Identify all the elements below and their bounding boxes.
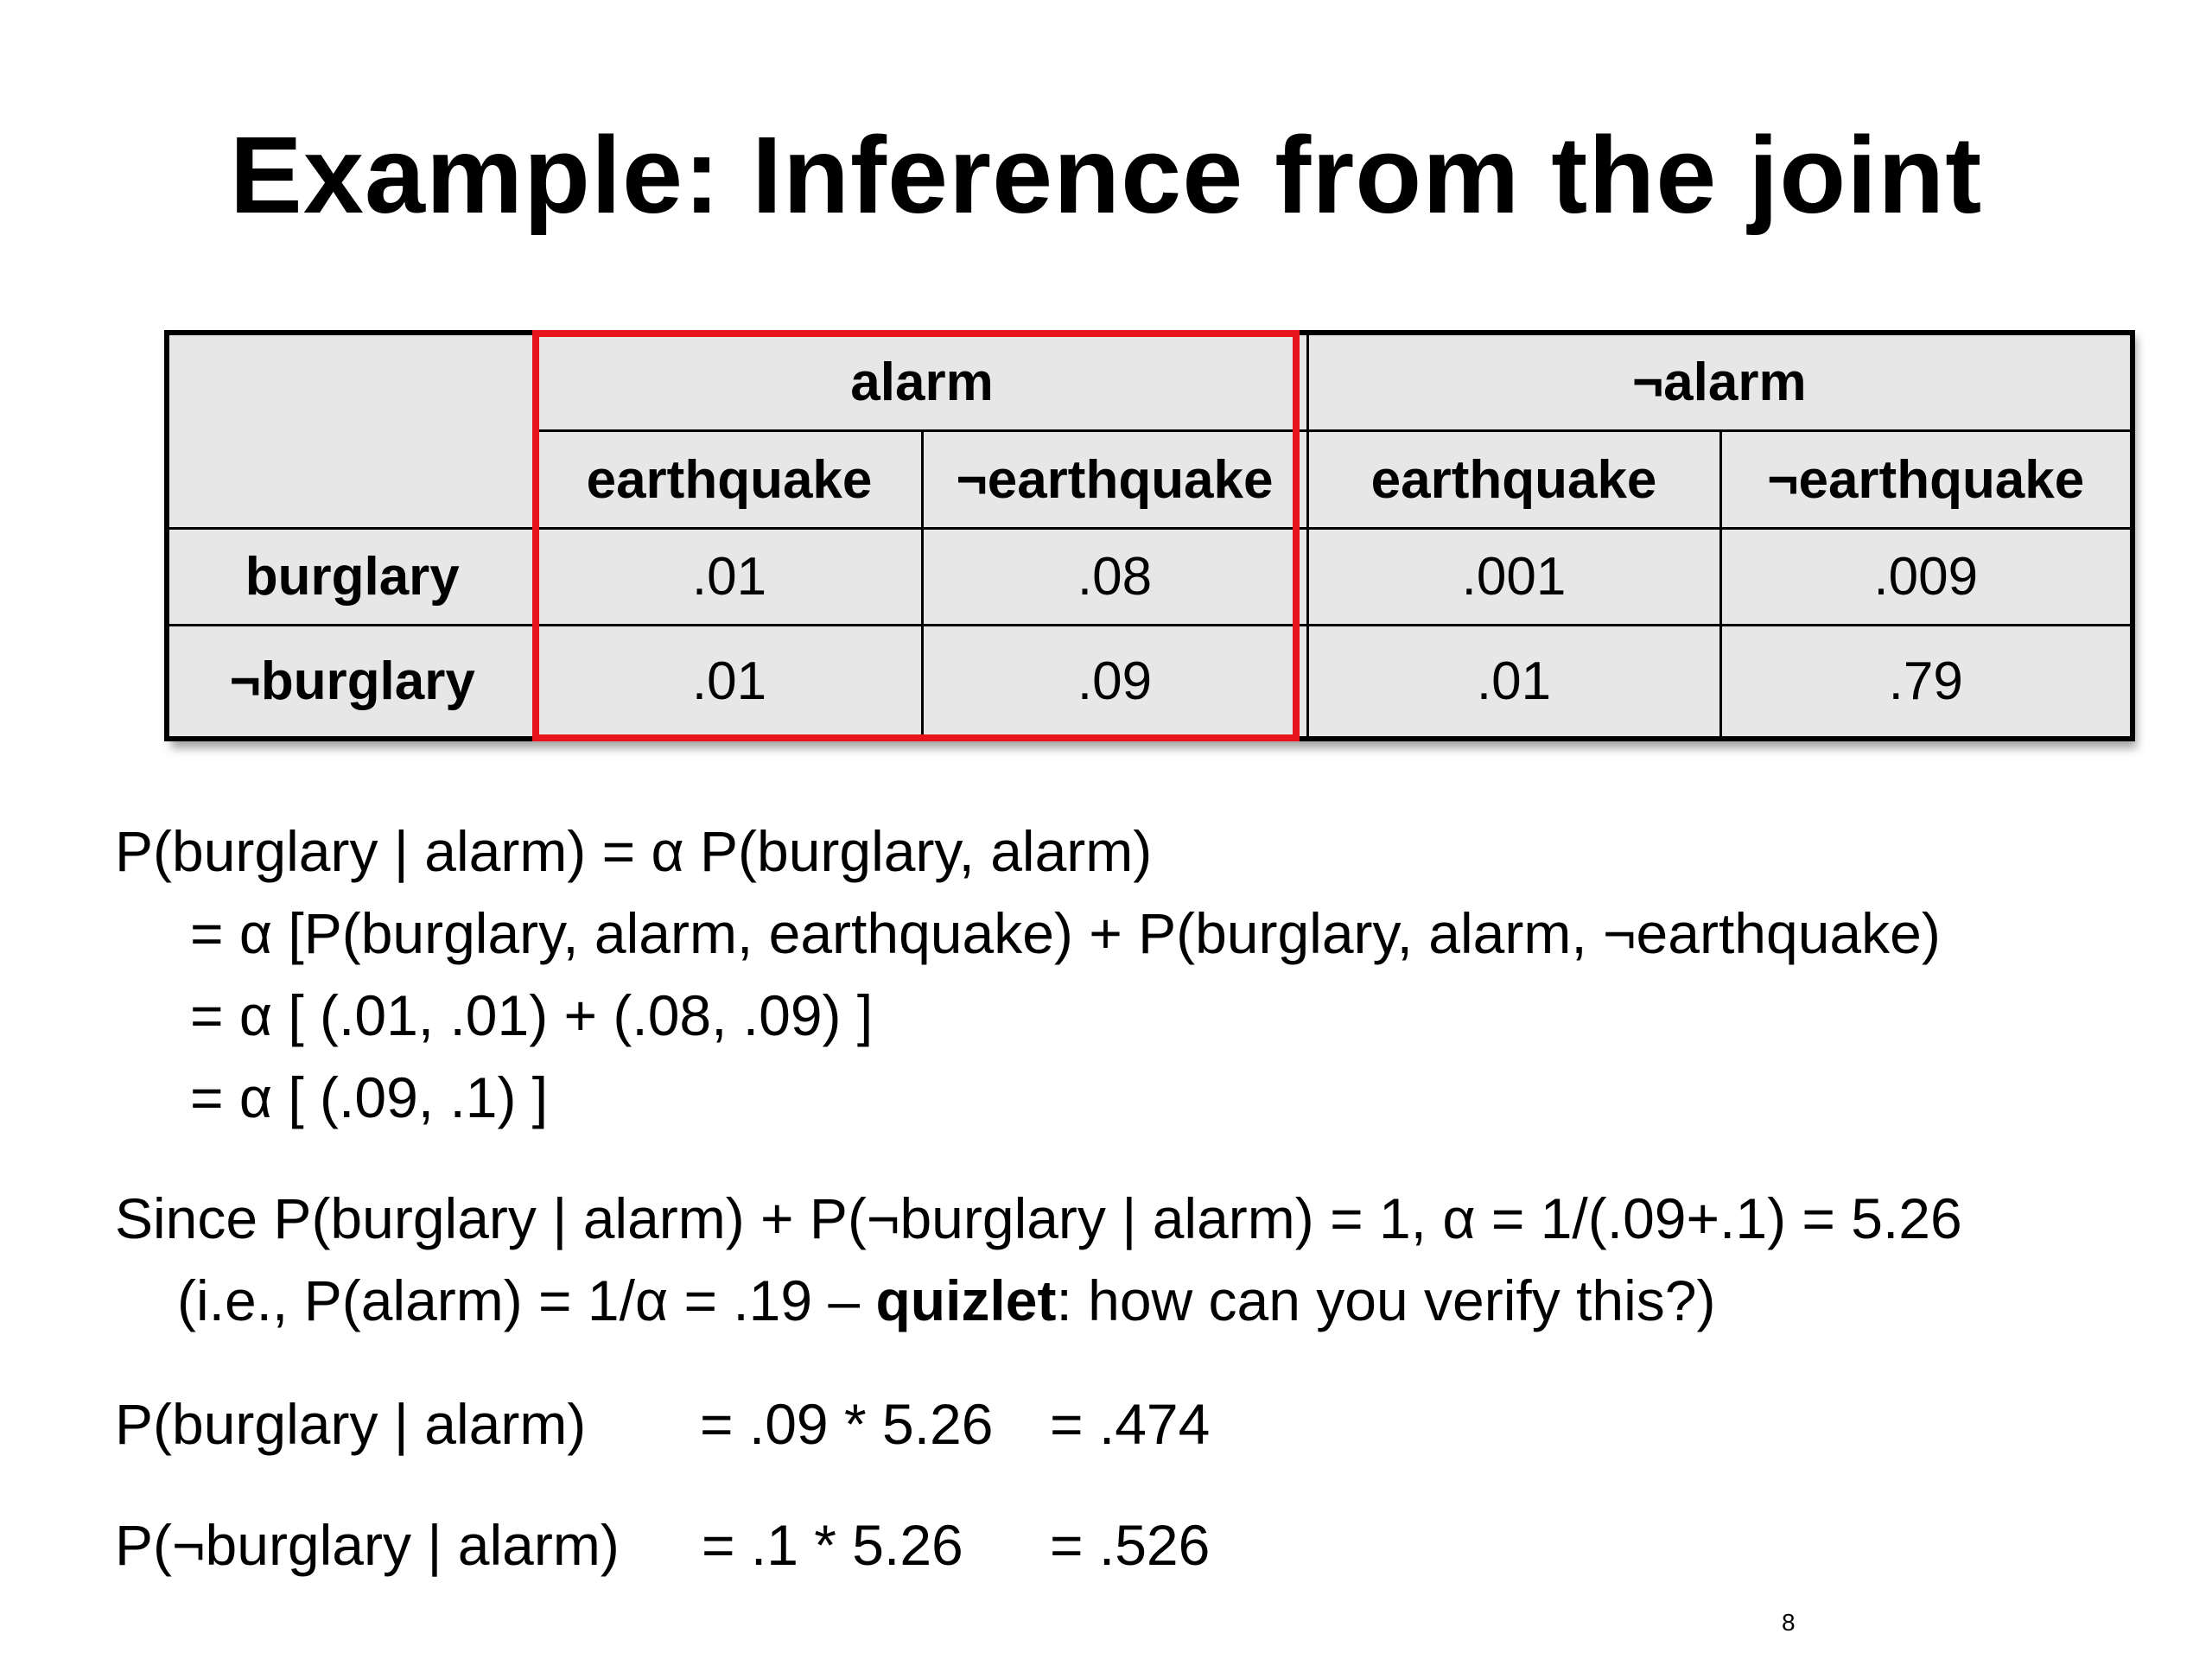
header-not-alarm: ¬alarm — [1307, 333, 2133, 430]
table-cell: .01 — [1307, 625, 1720, 739]
header-alarm: alarm — [537, 333, 1307, 430]
result-2-rhs: = .526 — [1050, 1513, 1211, 1577]
table-row — [167, 529, 2133, 625]
table-cell: .009 — [1720, 529, 2133, 625]
joint-distribution-table — [164, 330, 2130, 741]
table-corner-cell — [167, 333, 537, 529]
derivation-line-3: = α [ (.01, .01) + (.08, .09) ] — [190, 983, 874, 1047]
normalization-line-1: Since P(burglary | alarm) + P(¬burglary | alarm) = 1, α = 1/(.09+.1) = 5.26 — [115, 1186, 1962, 1250]
row-header-burglary: burglary — [167, 529, 537, 625]
table-cell: .08 — [922, 529, 1307, 625]
slide-title: Example: Inference from the joint — [229, 114, 1983, 236]
result-1-lhs: P(burglary | alarm) — [115, 1392, 587, 1456]
result-2-lhs: P(¬burglary | alarm) — [115, 1513, 620, 1577]
table-cell: .01 — [537, 529, 922, 625]
normalization-line-2-prefix: (i.e., P(alarm) = 1/α = .19 – — [177, 1268, 876, 1332]
page-number: 8 — [1782, 1609, 1796, 1636]
table-cell: .01 — [537, 625, 922, 739]
result-1-mid: = .09 * 5.26 — [700, 1392, 994, 1456]
table-row — [167, 625, 2133, 739]
derivation-line-4: = α [ (.09, .1) ] — [190, 1065, 549, 1129]
normalization-line-2 — [177, 1268, 1716, 1332]
row-header-not-burglary: ¬burglary — [167, 625, 537, 739]
table-cell: .09 — [922, 625, 1307, 739]
subheader-earthquake: earthquake — [1307, 430, 1720, 528]
table-cell: .001 — [1307, 529, 1720, 625]
subheader-earthquake: earthquake — [537, 430, 922, 528]
subheader-not-earthquake: ¬earthquake — [1720, 430, 2133, 528]
derivation-line-2: = α [P(burglary, alarm, earthquake) + P(burglary, alarm, ¬earthquake) — [190, 901, 1941, 965]
result-1-rhs: = .474 — [1050, 1392, 1211, 1456]
table-cell: .79 — [1720, 625, 2133, 739]
quizlet-label: quizlet — [875, 1268, 1057, 1332]
subheader-not-earthquake: ¬earthquake — [922, 430, 1307, 528]
result-2-mid: = .1 * 5.26 — [702, 1513, 963, 1577]
normalization-line-2-suffix: : how can you verify this?) — [1056, 1268, 1716, 1332]
derivation-line-1: P(burglary | alarm) = α P(burglary, alarm) — [115, 819, 1153, 883]
